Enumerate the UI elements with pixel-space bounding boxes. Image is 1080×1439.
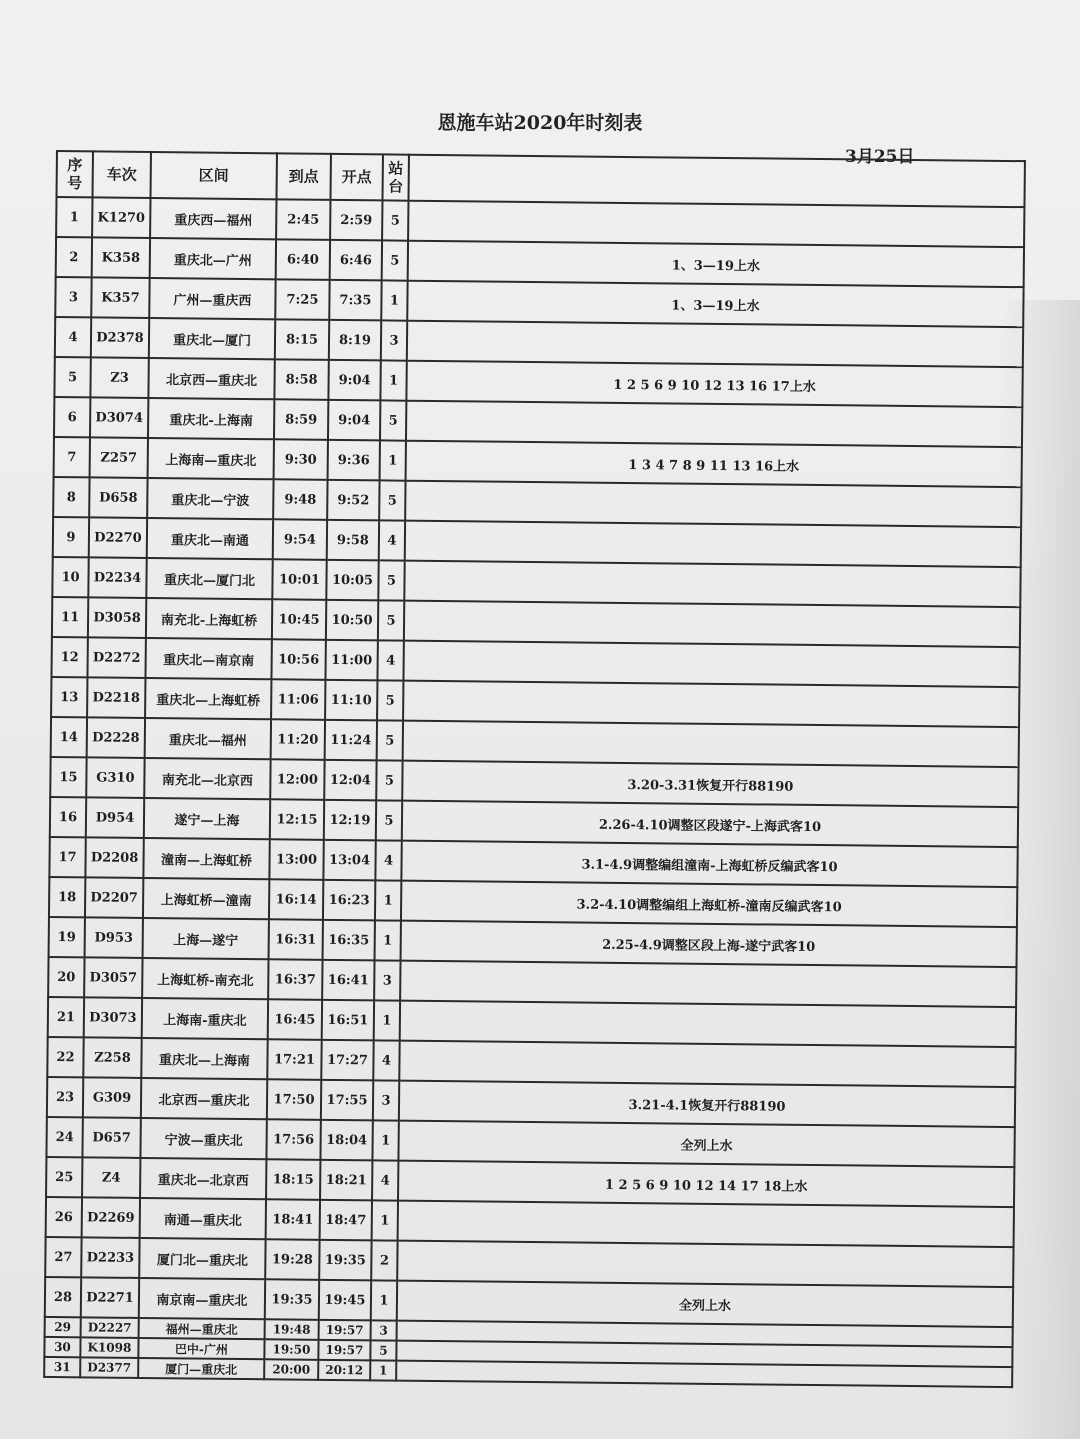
cell-depart: 9:36 [328, 440, 380, 481]
cell-no: 5 [54, 357, 90, 397]
cell-platform: 5 [378, 560, 404, 600]
cell-no: 4 [55, 317, 91, 357]
cell-platform: 1 [380, 440, 406, 480]
cell-arrive: 18:15 [266, 1159, 320, 1200]
cell-train: D2272 [87, 637, 145, 678]
cell-train: K1098 [80, 1337, 138, 1358]
cell-train: Z4 [82, 1157, 140, 1198]
cell-section: 福州—重庆北 [139, 1318, 265, 1339]
cell-no: 18 [49, 877, 85, 917]
cell-platform: 5 [376, 760, 402, 800]
cell-arrive: 8:15 [275, 319, 329, 360]
cell-note [404, 561, 1020, 607]
header-no [57, 151, 93, 197]
cell-section: 重庆北—上海虹桥 [145, 678, 271, 719]
cell-note [398, 1201, 1014, 1247]
cell-depart: 9:52 [327, 480, 379, 521]
cell-section: 上海南—重庆北 [148, 438, 274, 479]
cell-no: 17 [49, 837, 85, 877]
cell-section: 重庆北—北京西 [140, 1158, 266, 1199]
cell-platform: 5 [376, 800, 402, 840]
cell-section: 潼南—上海虹桥 [143, 838, 269, 879]
page-title: 恩施车站2020年时刻表 [437, 112, 643, 134]
cell-arrive: 10:56 [271, 639, 325, 680]
cell-section: 厦门—重庆北 [138, 1358, 264, 1379]
cell-section: 南充北—北京西 [144, 758, 270, 799]
cell-depart: 18:21 [320, 1160, 372, 1201]
cell-depart: 17:55 [321, 1080, 373, 1121]
cell-depart: 8:19 [329, 320, 381, 361]
cell-train: D2378 [91, 317, 149, 358]
cell-section: 广州—重庆西 [149, 278, 275, 319]
cell-note: 1、3—19上水 [407, 281, 1023, 327]
cell-platform: 1 [375, 920, 401, 960]
cell-arrive: 12:00 [270, 759, 324, 800]
cell-section: 上海—遂宁 [143, 918, 269, 959]
cell-platform: 5 [370, 1340, 396, 1360]
cell-no: 8 [53, 477, 89, 517]
cell-arrive: 8:58 [274, 359, 328, 400]
cell-platform: 1 [381, 280, 407, 320]
cell-platform: 5 [379, 480, 405, 520]
cell-section: 南充北-上海虹桥 [146, 598, 272, 639]
cell-depart: 18:04 [320, 1120, 372, 1161]
cell-arrive: 19:48 [265, 1319, 319, 1340]
cell-note: 1 2 5 6 9 10 12 13 16 17上水 [406, 361, 1022, 407]
cell-no: 19 [49, 917, 85, 957]
cell-train: D2218 [87, 677, 145, 718]
cell-no: 15 [50, 757, 86, 797]
cell-depart: 18:47 [320, 1200, 372, 1241]
cell-platform: 3 [371, 1320, 397, 1340]
cell-no: 14 [51, 717, 87, 757]
cell-arrive: 11:06 [271, 679, 325, 720]
cell-train: D2377 [80, 1357, 138, 1378]
cell-section: 重庆西—福州 [150, 198, 276, 239]
schedule-date: 3月25日 [845, 147, 915, 167]
cell-section: 重庆北—厦门北 [146, 558, 272, 599]
cell-no: 13 [51, 677, 87, 717]
cell-no: 26 [46, 1197, 82, 1237]
cell-section: 重庆北-上海南 [148, 398, 274, 439]
cell-platform: 3 [373, 1080, 399, 1120]
cell-arrive: 19:50 [264, 1339, 318, 1360]
cell-train: G310 [86, 757, 144, 798]
cell-note: 3.1-4.9调整编组潼南-上海虹桥反编武客10 [401, 841, 1017, 887]
cell-platform: 1 [372, 1120, 398, 1160]
cell-note: 1、3—19上水 [408, 241, 1024, 287]
cell-platform: 3 [381, 320, 407, 360]
cell-no: 16 [50, 797, 86, 837]
cell-depart: 20:12 [318, 1360, 370, 1381]
cell-train: D2271 [81, 1277, 139, 1318]
cell-section: 重庆北—南京南 [145, 638, 271, 679]
cell-train: G309 [83, 1077, 141, 1118]
cell-no: 21 [48, 997, 84, 1037]
cell-train: D954 [86, 797, 144, 838]
cell-depart: 6:46 [330, 240, 382, 281]
cell-section: 重庆北—福州 [145, 718, 271, 759]
cell-platform: 5 [377, 720, 403, 760]
cell-arrive: 10:01 [272, 559, 326, 600]
cell-platform: 3 [374, 960, 400, 1000]
cell-section: 重庆北—厦门 [149, 318, 275, 359]
cell-train: K1270 [92, 197, 150, 238]
cell-no: 31 [44, 1357, 80, 1377]
cell-note: 2.26-4.10调整区段遂宁-上海武客10 [402, 801, 1018, 847]
cell-platform: 5 [378, 600, 404, 640]
cell-arrive: 2:45 [276, 199, 330, 240]
cell-arrive: 13:00 [269, 839, 323, 880]
cell-section: 北京西—重庆北 [148, 358, 274, 399]
cell-train: D2228 [87, 717, 145, 758]
cell-no: 2 [56, 237, 92, 277]
cell-no: 22 [47, 1037, 83, 1077]
cell-no: 29 [45, 1317, 81, 1337]
cell-arrive: 8:59 [274, 399, 328, 440]
cell-no: 24 [46, 1117, 82, 1157]
cell-note: 2.25-4.9调整区段上海-遂宁武客10 [401, 921, 1017, 967]
cell-arrive: 20:00 [264, 1359, 318, 1380]
cell-platform: 1 [370, 1360, 396, 1380]
cell-note [397, 1241, 1013, 1287]
cell-arrive: 11:20 [271, 719, 325, 760]
cell-section: 南京南—重庆北 [139, 1278, 265, 1319]
cell-depart: 16:23 [323, 880, 375, 921]
cell-depart: 19:35 [319, 1240, 371, 1281]
cell-note: 3.2-4.10调整编组上海虹桥-潼南反编武客10 [401, 881, 1017, 927]
cell-depart: 10:05 [326, 560, 378, 601]
cell-depart: 7:35 [329, 280, 381, 321]
cell-train: D953 [85, 917, 143, 958]
cell-platform: 1 [380, 360, 406, 400]
cell-no: 12 [51, 637, 87, 677]
cell-depart: 16:41 [322, 960, 374, 1001]
cell-arrive: 7:25 [275, 279, 329, 320]
cell-note [403, 641, 1019, 687]
cell-train: D3074 [90, 397, 148, 438]
cell-platform: 5 [380, 400, 406, 440]
cell-arrive: 19:28 [265, 1239, 319, 1280]
cell-no: 7 [54, 437, 90, 477]
cell-train: D2233 [81, 1237, 139, 1278]
cell-depart: 12:04 [324, 760, 376, 801]
cell-arrive: 19:35 [265, 1279, 319, 1320]
cell-train: D2270 [89, 517, 147, 558]
cell-no: 3 [55, 277, 91, 317]
cell-depart: 10:50 [326, 600, 378, 641]
cell-note [405, 481, 1021, 527]
timetable [43, 150, 1026, 1388]
cell-platform: 1 [371, 1280, 397, 1320]
cell-no: 6 [54, 397, 90, 437]
cell-note [406, 401, 1022, 447]
cell-section: 重庆北—南通 [147, 518, 273, 559]
cell-section: 南通—重庆北 [140, 1198, 266, 1239]
cell-note [399, 1041, 1015, 1087]
cell-arrive: 9:54 [273, 519, 327, 560]
cell-note [407, 321, 1023, 367]
cell-platform: 4 [379, 520, 405, 560]
cell-section: 宁波—重庆北 [140, 1118, 266, 1159]
cell-train: K357 [91, 277, 149, 318]
cell-note [404, 601, 1020, 647]
cell-depart: 9:58 [327, 520, 379, 561]
cell-train: D3057 [84, 957, 142, 998]
cell-note: 全列上水 [398, 1121, 1014, 1167]
cell-train: D658 [89, 477, 147, 518]
cell-depart: 11:10 [325, 680, 377, 721]
cell-depart: 9:04 [328, 400, 380, 441]
cell-arrive: 17:50 [267, 1079, 321, 1120]
cell-depart: 12:19 [324, 800, 376, 841]
cell-platform: 1 [374, 1000, 400, 1040]
cell-depart: 19:45 [319, 1280, 371, 1321]
cell-platform: 1 [372, 1200, 398, 1240]
header-train: 车次 [93, 151, 151, 198]
cell-arrive: 16:37 [268, 959, 322, 1000]
cell-no: 28 [45, 1277, 81, 1317]
cell-arrive: 18:41 [266, 1199, 320, 1240]
cell-no: 30 [44, 1337, 80, 1357]
cell-section: 重庆北—宁波 [147, 478, 273, 519]
cell-note: 3.20-3.31恢复开行88190 [402, 761, 1018, 807]
cell-depart: 19:57 [318, 1340, 370, 1361]
cell-section: 上海虹桥—潼南 [143, 878, 269, 919]
cell-train: K358 [92, 237, 150, 278]
header-platform-text: 站台 [388, 159, 404, 196]
cell-note [403, 721, 1019, 767]
cell-train: D2207 [85, 877, 143, 918]
cell-platform: 4 [375, 840, 401, 880]
cell-platform: 5 [377, 680, 403, 720]
cell-note: 3.21-4.1恢复开行88190 [399, 1081, 1015, 1127]
cell-depart: 19:57 [319, 1320, 371, 1341]
cell-arrive: 16:45 [268, 999, 322, 1040]
cell-no: 11 [52, 597, 88, 637]
cell-note [405, 521, 1021, 567]
cell-train: Z258 [83, 1037, 141, 1078]
cell-platform: 4 [372, 1160, 398, 1200]
cell-note: 全列上水 [397, 1281, 1013, 1327]
cell-section: 巴中-广州 [138, 1338, 264, 1359]
cell-note [403, 681, 1019, 727]
cell-train: D657 [82, 1117, 140, 1158]
cell-depart: 11:00 [325, 640, 377, 681]
cell-no: 23 [47, 1077, 83, 1117]
header-note [408, 155, 1024, 207]
cell-depart: 16:35 [323, 920, 375, 961]
cell-note [408, 201, 1024, 247]
cell-section: 厦门北—重庆北 [139, 1238, 265, 1279]
cell-section: 上海虹桥-南充北 [142, 958, 268, 999]
cell-train: Z3 [90, 357, 148, 398]
cell-note [400, 961, 1016, 1007]
cell-note [400, 1001, 1016, 1047]
cell-train: Z257 [90, 437, 148, 478]
cell-train: D2227 [81, 1317, 139, 1338]
cell-arrive: 6:40 [276, 239, 330, 280]
cell-no: 10 [52, 557, 88, 597]
cell-section: 重庆北—广州 [150, 238, 276, 279]
header-no-text: 序号 [67, 156, 83, 193]
cell-no: 25 [46, 1157, 82, 1197]
cell-arrive: 10:45 [272, 599, 326, 640]
cell-arrive: 16:14 [269, 879, 323, 920]
cell-platform: 2 [371, 1240, 397, 1280]
cell-no: 9 [53, 517, 89, 557]
cell-note: 1 3 4 7 8 9 11 13 16上水 [406, 441, 1022, 487]
cell-depart: 2:59 [330, 200, 382, 241]
cell-no: 20 [48, 957, 84, 997]
cell-depart: 17:27 [321, 1040, 373, 1081]
header-platform [382, 154, 408, 200]
cell-depart: 11:24 [325, 720, 377, 761]
cell-arrive: 12:15 [270, 799, 324, 840]
cell-arrive: 17:56 [266, 1119, 320, 1160]
cell-depart: 9:04 [328, 360, 380, 401]
cell-train: D2234 [88, 557, 146, 598]
cell-train: D3058 [88, 597, 146, 638]
cell-depart: 13:04 [323, 840, 375, 881]
cell-platform: 4 [377, 640, 403, 680]
cell-section: 遂宁—上海 [144, 798, 270, 839]
timetable-body [44, 197, 1024, 1387]
header-arrive: 到点 [276, 153, 330, 200]
cell-arrive: 16:31 [269, 919, 323, 960]
cell-depart: 16:51 [322, 1000, 374, 1041]
cell-train: D3073 [84, 997, 142, 1038]
cell-section: 北京西—重庆北 [141, 1078, 267, 1119]
cell-arrive: 9:30 [274, 439, 328, 480]
cell-note: 1 2 5 6 9 10 12 14 17 18上水 [398, 1161, 1014, 1207]
cell-section: 重庆北—上海南 [141, 1038, 267, 1079]
cell-section: 上海南-重庆北 [142, 998, 268, 1039]
cell-arrive: 17:21 [267, 1039, 321, 1080]
header-section: 区间 [151, 152, 277, 199]
cell-platform: 4 [373, 1040, 399, 1080]
cell-platform: 5 [382, 240, 408, 280]
cell-platform: 5 [382, 200, 408, 240]
cell-no: 1 [56, 197, 92, 237]
cell-train: D2208 [85, 837, 143, 878]
cell-arrive: 9:48 [273, 479, 327, 520]
cell-train: D2269 [82, 1197, 140, 1238]
cell-no: 27 [45, 1237, 81, 1277]
cell-platform: 1 [375, 880, 401, 920]
header-depart: 开点 [330, 154, 382, 201]
